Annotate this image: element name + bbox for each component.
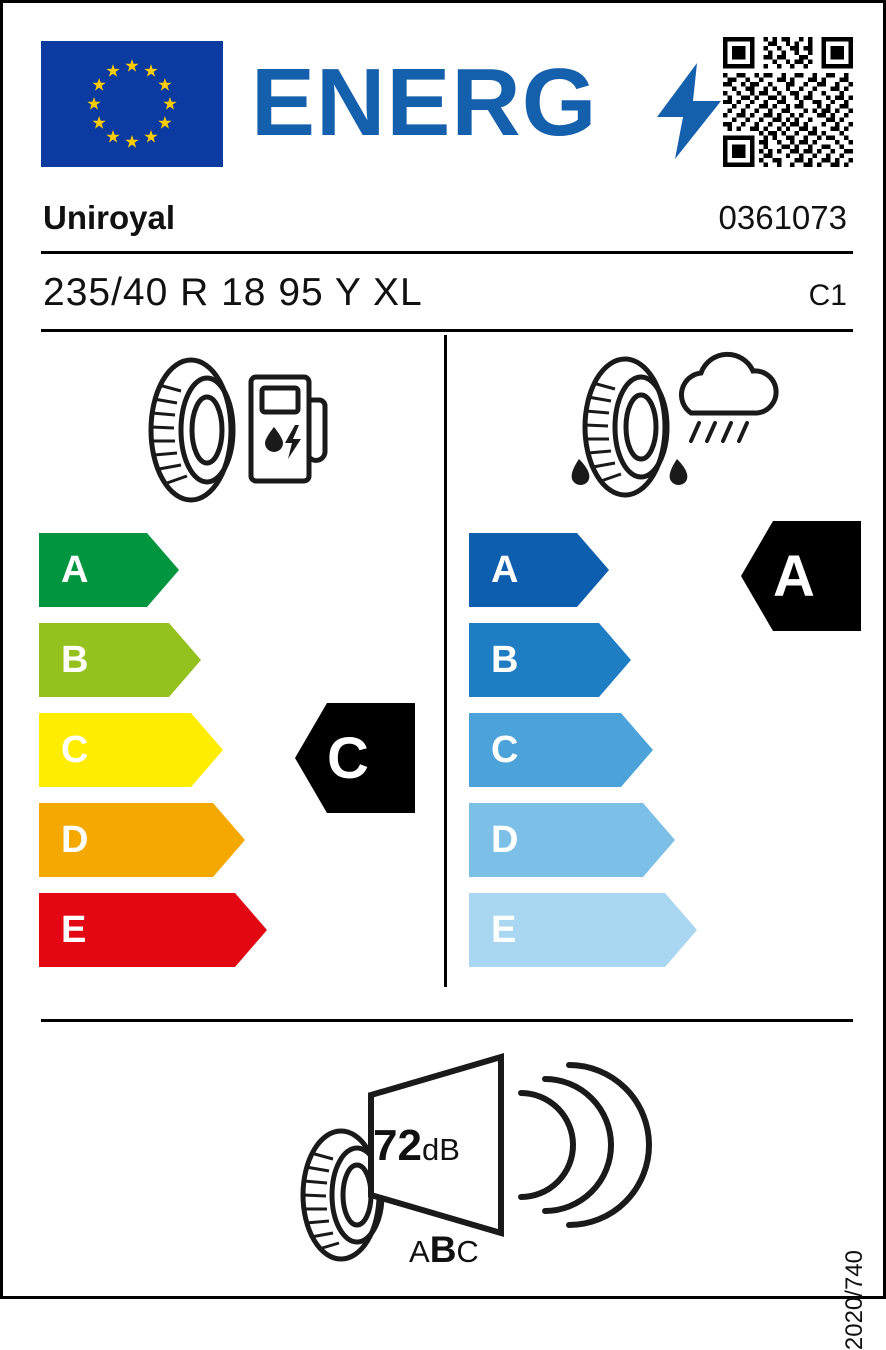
wet-result-letter: A [773,543,815,609]
column-divider [444,335,447,987]
divider-3 [41,1019,853,1022]
noise-section [283,1047,603,1277]
noise-class-c: C [456,1234,479,1269]
wet-grip-scale [469,533,518,983]
fuel-result-letter: C [327,725,369,791]
wet-grade-E [469,893,518,971]
wet-grade-C [469,713,518,791]
wet-grade-B [469,623,518,701]
fuel-grade-B [39,623,88,701]
wet-grade-C-label: C [491,728,519,771]
wet-grip-result-badge [741,521,861,631]
label-header [41,37,853,167]
noise-value-group [373,1121,460,1171]
fuel-grade-D-label: D [61,818,89,861]
qr-code-icon [723,37,853,167]
tyre-class: C1 [808,279,847,312]
tyre-size: 235/40 R 18 95 Y XL [43,271,423,314]
eu-stars [41,41,223,167]
noise-unit: dB [421,1132,460,1167]
noise-value: 72 [373,1121,422,1170]
rain-cloud-tyre-icon [539,355,789,510]
wet-grade-D-label: D [491,818,519,861]
noise-class-a: A [409,1234,430,1269]
fuel-grade-C-label: C [61,728,89,771]
divider-1 [41,251,853,254]
fuel-grade-C [39,713,88,791]
product-code: 0361073 [718,199,847,236]
fuel-efficiency-scale [39,533,88,983]
lightning-bolt-icon [653,63,725,159]
fuel-efficiency-result-badge [295,703,415,813]
eu-flag-icon [41,41,223,167]
wet-grade-E-label: E [491,908,517,951]
brand-name: Uniroyal [43,199,176,236]
energy-wordmark: ENERG [251,49,598,156]
fuel-grade-E-label: E [61,908,87,951]
regulation-reference: 2020/740 [841,1250,868,1350]
fuel-grade-A-label: A [61,548,89,591]
noise-class-b: B [429,1229,457,1270]
fuel-pump-tyre-icon [129,355,329,505]
wet-grade-B-label: B [491,638,519,681]
wet-grade-A-label: A [491,548,519,591]
fuel-grade-A [39,533,88,611]
fuel-grade-E [39,893,88,971]
fuel-grade-D [39,803,88,881]
wet-grade-A [469,533,518,611]
divider-2 [41,329,853,332]
wet-grade-D [469,803,518,881]
fuel-grade-B-label: B [61,638,89,681]
noise-class-group [409,1229,479,1271]
